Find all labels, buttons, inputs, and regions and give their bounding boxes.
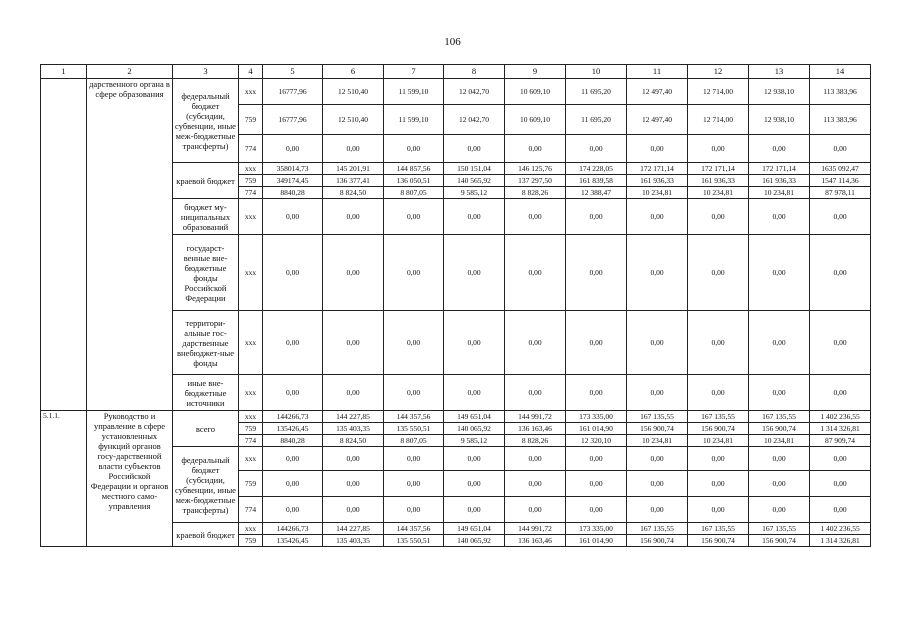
value-cell: 0,00 bbox=[566, 199, 627, 235]
column-header: 1 bbox=[41, 65, 87, 79]
value-cell: 16777,96 bbox=[263, 105, 323, 135]
value-cell: 146 125,76 bbox=[505, 163, 566, 175]
budget-code: 759 bbox=[239, 471, 263, 497]
budget-code: xxx bbox=[239, 79, 263, 105]
value-cell: 144 357,56 bbox=[384, 523, 444, 535]
budget-code: 759 bbox=[239, 423, 263, 435]
value-cell: 172 171,14 bbox=[627, 163, 688, 175]
source-label: федеральный бюджет (субсидии, субвенции, иные меж-бюджетные трансферты) bbox=[173, 79, 239, 163]
value-cell: 0,00 bbox=[323, 311, 384, 375]
value-cell: 156 900,74 bbox=[688, 423, 749, 435]
value-cell: 0,00 bbox=[627, 471, 688, 497]
value-cell: 0,00 bbox=[505, 375, 566, 411]
value-cell: 0,00 bbox=[810, 235, 871, 311]
value-cell: 12 042,70 bbox=[444, 105, 505, 135]
value-cell: 113 383,96 bbox=[810, 105, 871, 135]
budget-code: xxx bbox=[239, 447, 263, 471]
value-cell: 10 609,10 bbox=[505, 79, 566, 105]
value-cell: 0,00 bbox=[810, 135, 871, 163]
value-cell: 0,00 bbox=[566, 471, 627, 497]
table-row bbox=[41, 411, 871, 423]
value-cell: 0,00 bbox=[384, 235, 444, 311]
value-cell: 0,00 bbox=[505, 199, 566, 235]
value-cell: 136 163,46 bbox=[505, 535, 566, 547]
value-cell: 0,00 bbox=[323, 497, 384, 523]
value-cell: 11 695,20 bbox=[566, 79, 627, 105]
value-cell: 8 828,26 bbox=[505, 435, 566, 447]
budget-code: xxx bbox=[239, 163, 263, 175]
value-cell: 0,00 bbox=[384, 447, 444, 471]
value-cell: 156 900,74 bbox=[627, 535, 688, 547]
value-cell: 144 227,85 bbox=[323, 523, 384, 535]
value-cell: 0,00 bbox=[566, 375, 627, 411]
column-header: 8 bbox=[444, 65, 505, 79]
budget-table bbox=[40, 64, 871, 547]
value-cell: 12 510,40 bbox=[323, 79, 384, 105]
value-cell: 0,00 bbox=[444, 375, 505, 411]
value-cell: 0,00 bbox=[444, 471, 505, 497]
value-cell: 0,00 bbox=[263, 235, 323, 311]
value-cell: 0,00 bbox=[444, 199, 505, 235]
value-cell: 1 314 326,81 bbox=[810, 535, 871, 547]
value-cell: 0,00 bbox=[749, 311, 810, 375]
value-cell: 10 234,81 bbox=[749, 187, 810, 199]
value-cell: 10 234,81 bbox=[749, 435, 810, 447]
value-cell: 0,00 bbox=[749, 471, 810, 497]
value-cell: 358014,73 bbox=[263, 163, 323, 175]
value-cell: 0,00 bbox=[505, 471, 566, 497]
value-cell: 144 991,72 bbox=[505, 523, 566, 535]
budget-code: xxx bbox=[239, 311, 263, 375]
budget-code: 759 bbox=[239, 535, 263, 547]
value-cell: 0,00 bbox=[627, 497, 688, 523]
source-label: государст-венные вне-бюджетные фонды Российской Федерации bbox=[173, 235, 239, 311]
value-cell: 0,00 bbox=[505, 135, 566, 163]
value-cell: 135 550,51 bbox=[384, 535, 444, 547]
value-cell: 0,00 bbox=[627, 199, 688, 235]
value-cell: 1 402 236,55 bbox=[810, 523, 871, 535]
value-cell: 349174,45 bbox=[263, 175, 323, 187]
value-cell: 145 201,91 bbox=[323, 163, 384, 175]
value-cell: 156 900,74 bbox=[688, 535, 749, 547]
value-cell: 156 900,74 bbox=[749, 423, 810, 435]
value-cell: 11 695,20 bbox=[566, 105, 627, 135]
value-cell: 12 497,40 bbox=[627, 79, 688, 105]
source-label: иные вне-бюджетные источники bbox=[173, 375, 239, 411]
value-cell: 10 234,81 bbox=[627, 187, 688, 199]
value-cell: 0,00 bbox=[505, 311, 566, 375]
value-cell: 0,00 bbox=[688, 375, 749, 411]
value-cell: 0,00 bbox=[566, 235, 627, 311]
value-cell: 12 714,00 bbox=[688, 79, 749, 105]
value-cell: 0,00 bbox=[627, 447, 688, 471]
value-cell: 11 599,10 bbox=[384, 79, 444, 105]
value-cell: 12 510,40 bbox=[323, 105, 384, 135]
value-cell: 140 065,92 bbox=[444, 535, 505, 547]
source-label: всего bbox=[173, 411, 239, 447]
source-label: краевой бюджет bbox=[173, 523, 239, 547]
value-cell: 0,00 bbox=[384, 471, 444, 497]
value-cell: 149 651,04 bbox=[444, 411, 505, 423]
value-cell: 12 042,70 bbox=[444, 79, 505, 105]
value-cell: 8 828,26 bbox=[505, 187, 566, 199]
value-cell: 0,00 bbox=[627, 311, 688, 375]
value-cell: 0,00 bbox=[810, 447, 871, 471]
source-label: территори-альные гос-дарственные внебюджет-ные фонды bbox=[173, 311, 239, 375]
column-header: 14 bbox=[810, 65, 871, 79]
value-cell: 137 297,50 bbox=[505, 175, 566, 187]
value-cell: 12 320,10 bbox=[566, 435, 627, 447]
value-cell: 167 135,55 bbox=[688, 411, 749, 423]
value-cell: 167 135,55 bbox=[749, 523, 810, 535]
value-cell: 9 585,12 bbox=[444, 435, 505, 447]
value-cell: 0,00 bbox=[263, 447, 323, 471]
value-cell: 0,00 bbox=[444, 311, 505, 375]
value-cell: 173 335,00 bbox=[566, 523, 627, 535]
value-cell: 12 388,47 bbox=[566, 187, 627, 199]
value-cell: 140 065,92 bbox=[444, 423, 505, 435]
value-cell: 0,00 bbox=[384, 311, 444, 375]
column-header: 2 bbox=[87, 65, 173, 79]
value-cell: 0,00 bbox=[323, 135, 384, 163]
column-header: 4 bbox=[239, 65, 263, 79]
budget-code: xxx bbox=[239, 199, 263, 235]
value-cell: 10 234,81 bbox=[688, 187, 749, 199]
value-cell: 144266,73 bbox=[263, 523, 323, 535]
column-header: 9 bbox=[505, 65, 566, 79]
value-cell: 0,00 bbox=[444, 497, 505, 523]
value-cell: 0,00 bbox=[810, 375, 871, 411]
value-cell: 0,00 bbox=[263, 375, 323, 411]
value-cell: 135 403,35 bbox=[323, 423, 384, 435]
value-cell: 8840,28 bbox=[263, 435, 323, 447]
value-cell: 0,00 bbox=[444, 135, 505, 163]
value-cell: 135426,45 bbox=[263, 423, 323, 435]
value-cell: 12 938,10 bbox=[749, 105, 810, 135]
value-cell: 0,00 bbox=[688, 135, 749, 163]
value-cell: 0,00 bbox=[323, 375, 384, 411]
value-cell: 12 714,00 bbox=[688, 105, 749, 135]
source-label: бюджет му-ниципальных образований bbox=[173, 199, 239, 235]
source-label: федеральный бюджет (субсидии, субвенции, иные меж-бюджетные трансферты) bbox=[173, 447, 239, 523]
value-cell: 10 609,10 bbox=[505, 105, 566, 135]
value-cell: 144266,73 bbox=[263, 411, 323, 423]
item-name: Руководство и управление в сфере установленных функций органов госу-дарственной власти субъектов Российской Федерации и органов местного само-управления bbox=[87, 411, 173, 547]
value-cell: 0,00 bbox=[384, 199, 444, 235]
value-cell: 144 227,85 bbox=[323, 411, 384, 423]
column-header: 13 bbox=[749, 65, 810, 79]
value-cell: 0,00 bbox=[810, 497, 871, 523]
value-cell: 16777,96 bbox=[263, 79, 323, 105]
value-cell: 0,00 bbox=[384, 135, 444, 163]
value-cell: 0,00 bbox=[566, 497, 627, 523]
value-cell: 0,00 bbox=[810, 471, 871, 497]
value-cell: 0,00 bbox=[688, 497, 749, 523]
column-header: 3 bbox=[173, 65, 239, 79]
value-cell: 0,00 bbox=[505, 497, 566, 523]
value-cell: 173 335,00 bbox=[566, 411, 627, 423]
value-cell: 8 807,05 bbox=[384, 435, 444, 447]
budget-code: 774 bbox=[239, 135, 263, 163]
value-cell: 167 135,55 bbox=[688, 523, 749, 535]
value-cell: 8 824,50 bbox=[323, 187, 384, 199]
value-cell: 0,00 bbox=[384, 375, 444, 411]
value-cell: 161 839,58 bbox=[566, 175, 627, 187]
value-cell: 10 234,81 bbox=[627, 435, 688, 447]
value-cell: 0,00 bbox=[688, 199, 749, 235]
value-cell: 12 497,40 bbox=[627, 105, 688, 135]
budget-code: xxx bbox=[239, 523, 263, 535]
value-cell: 144 991,72 bbox=[505, 411, 566, 423]
budget-code: 759 bbox=[239, 175, 263, 187]
value-cell: 0,00 bbox=[688, 447, 749, 471]
value-cell: 156 900,74 bbox=[627, 423, 688, 435]
value-cell: 0,00 bbox=[263, 199, 323, 235]
value-cell: 0,00 bbox=[749, 375, 810, 411]
budget-code: xxx bbox=[239, 235, 263, 311]
value-cell: 12 938,10 bbox=[749, 79, 810, 105]
budget-code: 774 bbox=[239, 187, 263, 199]
value-cell: 0,00 bbox=[263, 497, 323, 523]
page-number: 106 bbox=[444, 36, 461, 48]
source-label: краевой бюджет bbox=[173, 163, 239, 199]
value-cell: 135 550,51 bbox=[384, 423, 444, 435]
value-cell: 0,00 bbox=[505, 235, 566, 311]
value-cell: 136 050,51 bbox=[384, 175, 444, 187]
value-cell: 149 651,04 bbox=[444, 523, 505, 535]
value-cell: 0,00 bbox=[810, 199, 871, 235]
budget-code: xxx bbox=[239, 375, 263, 411]
value-cell: 172 171,14 bbox=[688, 163, 749, 175]
value-cell: 87 978,11 bbox=[810, 187, 871, 199]
value-cell: 0,00 bbox=[688, 471, 749, 497]
value-cell: 8 807,05 bbox=[384, 187, 444, 199]
value-cell: 0,00 bbox=[749, 235, 810, 311]
value-cell: 0,00 bbox=[627, 235, 688, 311]
value-cell: 0,00 bbox=[384, 497, 444, 523]
row-number bbox=[41, 79, 87, 411]
value-cell: 8 824,50 bbox=[323, 435, 384, 447]
value-cell: 0,00 bbox=[444, 235, 505, 311]
column-header: 5 bbox=[263, 65, 323, 79]
value-cell: 0,00 bbox=[323, 235, 384, 311]
column-header: 11 bbox=[627, 65, 688, 79]
value-cell: 0,00 bbox=[505, 447, 566, 471]
value-cell: 161 936,33 bbox=[688, 175, 749, 187]
header-row bbox=[41, 65, 871, 79]
value-cell: 0,00 bbox=[566, 135, 627, 163]
budget-code: 774 bbox=[239, 435, 263, 447]
value-cell: 1 314 326,81 bbox=[810, 423, 871, 435]
value-cell: 167 135,55 bbox=[627, 411, 688, 423]
value-cell: 0,00 bbox=[749, 497, 810, 523]
value-cell: 136 377,41 bbox=[323, 175, 384, 187]
value-cell: 10 234,81 bbox=[688, 435, 749, 447]
value-cell: 140 565,92 bbox=[444, 175, 505, 187]
value-cell: 0,00 bbox=[749, 135, 810, 163]
column-header: 6 bbox=[323, 65, 384, 79]
value-cell: 87 909,74 bbox=[810, 435, 871, 447]
budget-code: 774 bbox=[239, 497, 263, 523]
value-cell: 1 402 236,55 bbox=[810, 411, 871, 423]
value-cell: 0,00 bbox=[263, 311, 323, 375]
value-cell: 135426,45 bbox=[263, 535, 323, 547]
value-cell: 0,00 bbox=[323, 199, 384, 235]
value-cell: 0,00 bbox=[627, 375, 688, 411]
value-cell: 161 936,33 bbox=[749, 175, 810, 187]
column-header: 7 bbox=[384, 65, 444, 79]
value-cell: 11 599,10 bbox=[384, 105, 444, 135]
column-header: 12 bbox=[688, 65, 749, 79]
value-cell: 161 014,90 bbox=[566, 423, 627, 435]
value-cell: 0,00 bbox=[810, 311, 871, 375]
value-cell: 0,00 bbox=[627, 135, 688, 163]
value-cell: 0,00 bbox=[323, 471, 384, 497]
budget-code: xxx bbox=[239, 411, 263, 423]
value-cell: 136 163,46 bbox=[505, 423, 566, 435]
value-cell: 1547 114,36 bbox=[810, 175, 871, 187]
value-cell: 0,00 bbox=[566, 447, 627, 471]
value-cell: 0,00 bbox=[688, 311, 749, 375]
value-cell: 150 151,04 bbox=[444, 163, 505, 175]
value-cell: 0,00 bbox=[263, 135, 323, 163]
value-cell: 9 585,12 bbox=[444, 187, 505, 199]
value-cell: 0,00 bbox=[688, 235, 749, 311]
value-cell: 8840,28 bbox=[263, 187, 323, 199]
row-number: 5.1.1. bbox=[41, 411, 87, 547]
budget-code: 759 bbox=[239, 105, 263, 135]
value-cell: 0,00 bbox=[263, 471, 323, 497]
value-cell: 0,00 bbox=[566, 311, 627, 375]
value-cell: 0,00 bbox=[749, 199, 810, 235]
value-cell: 172 171,14 bbox=[749, 163, 810, 175]
table-row bbox=[41, 79, 871, 105]
value-cell: 156 900,74 bbox=[749, 535, 810, 547]
value-cell: 161 936,33 bbox=[627, 175, 688, 187]
value-cell: 144 857,56 bbox=[384, 163, 444, 175]
value-cell: 113 383,96 bbox=[810, 79, 871, 105]
value-cell: 1635 092,47 bbox=[810, 163, 871, 175]
column-header: 10 bbox=[566, 65, 627, 79]
value-cell: 0,00 bbox=[323, 447, 384, 471]
item-name: дарственного органа в сфере образования bbox=[87, 79, 173, 411]
value-cell: 144 357,56 bbox=[384, 411, 444, 423]
value-cell: 0,00 bbox=[444, 447, 505, 471]
value-cell: 167 135,55 bbox=[749, 411, 810, 423]
value-cell: 0,00 bbox=[749, 447, 810, 471]
value-cell: 161 014,90 bbox=[566, 535, 627, 547]
value-cell: 167 135,55 bbox=[627, 523, 688, 535]
value-cell: 174 228,05 bbox=[566, 163, 627, 175]
value-cell: 135 403,35 bbox=[323, 535, 384, 547]
